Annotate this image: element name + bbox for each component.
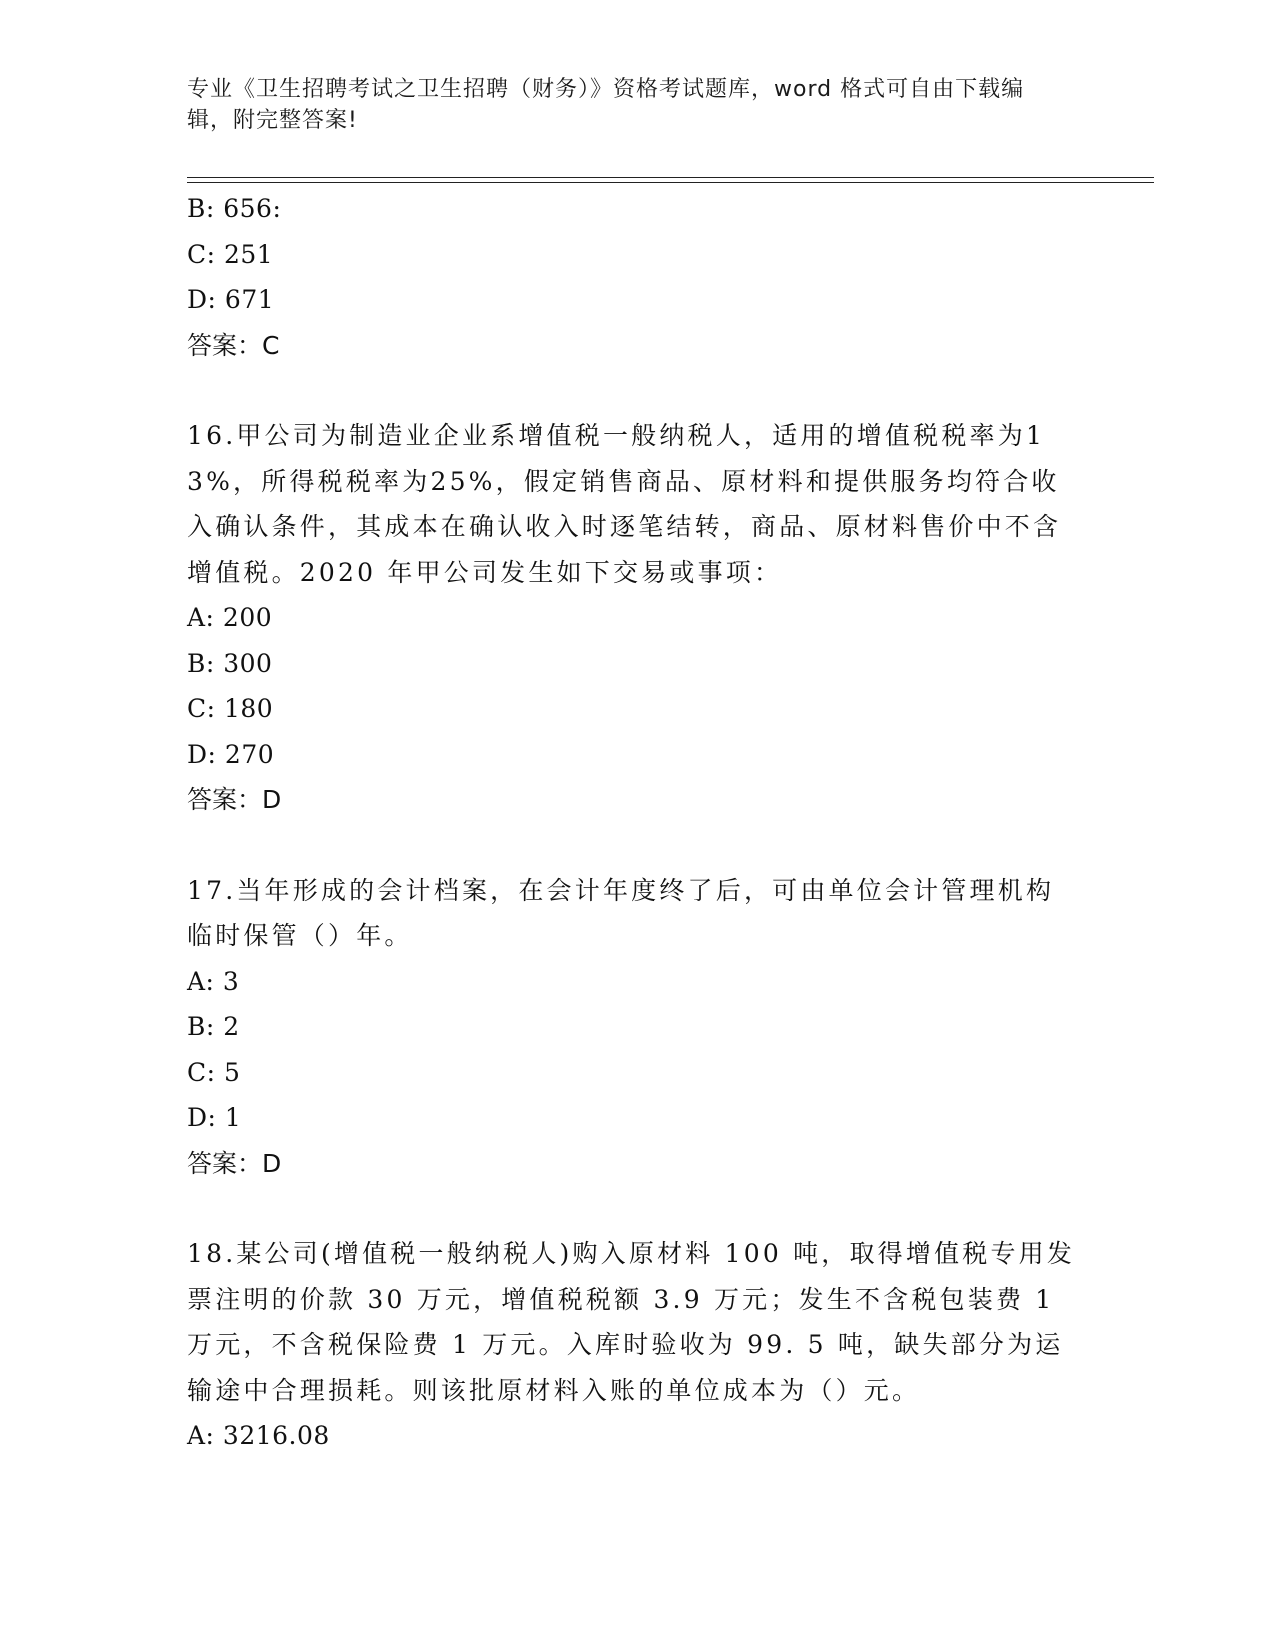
- option-c: C: 251: [187, 239, 274, 269]
- question-list: [187, 186, 1077, 1459]
- question-text: 16.甲公司为制造业企业系增值税一般纳税人，适用的增值税税率为13%，所得税税率为25%，假定销售商品、原材料和提供服务均符合收入确认条件，其成本在确认收入时逐笔结转，商品、原材料售价中不含增值税。2020 年甲公司发生如下交易或事项：: [187, 421, 1062, 587]
- question-fragment: [187, 186, 1077, 368]
- question-text: 17.当年形成的会计档案，在会计年度终了后，可由单位会计管理机构临时保管（）年。: [187, 875, 1055, 950]
- question-block-16: [187, 413, 1077, 823]
- option-c: C: 5: [187, 1057, 241, 1087]
- question-block-17: [187, 868, 1077, 1187]
- option-b: B: 300: [187, 648, 273, 678]
- option-a: A: 200: [187, 603, 273, 632]
- question-block-18: [187, 1231, 1077, 1459]
- spacer: [187, 1186, 1077, 1231]
- answer-line: 答案：C: [187, 330, 280, 360]
- header-divider-top: [187, 177, 1154, 178]
- document-header: 专业《卫生招聘考试之卫生招聘（财务）》资格考试题库，word 格式可自由下载编辑，附完整答案!: [187, 77, 1025, 133]
- option-d: D: 270: [187, 739, 275, 769]
- question-text: 18.某公司(增值税一般纳税人)购入原材料 100 吨，取得增值税专用发票注明的价款 30 万元，增值税税额 3.9 万元；发生不含税包装费 1 万元，不含税保险费 1 万元。入库时验收为 99. 5 吨，缺失部分为运输途中合理损耗。则该批原材料入账的单位成本为（）元。: [187, 1239, 1076, 1405]
- option-d: D: 671: [187, 285, 275, 314]
- option-c: C: 180: [187, 694, 274, 723]
- answer-line: 答案：D: [187, 785, 282, 814]
- option-a: A: 3: [187, 966, 240, 996]
- option-a: A: 3216.08: [187, 1421, 330, 1450]
- option-d: D: 1: [187, 1103, 242, 1132]
- option-b: B: 656:: [187, 194, 282, 223]
- spacer: [187, 368, 1077, 413]
- spacer: [187, 823, 1077, 868]
- header-divider-bottom: [187, 182, 1154, 183]
- answer-line: 答案：D: [187, 1148, 282, 1178]
- option-b: B: 2: [187, 1012, 240, 1041]
